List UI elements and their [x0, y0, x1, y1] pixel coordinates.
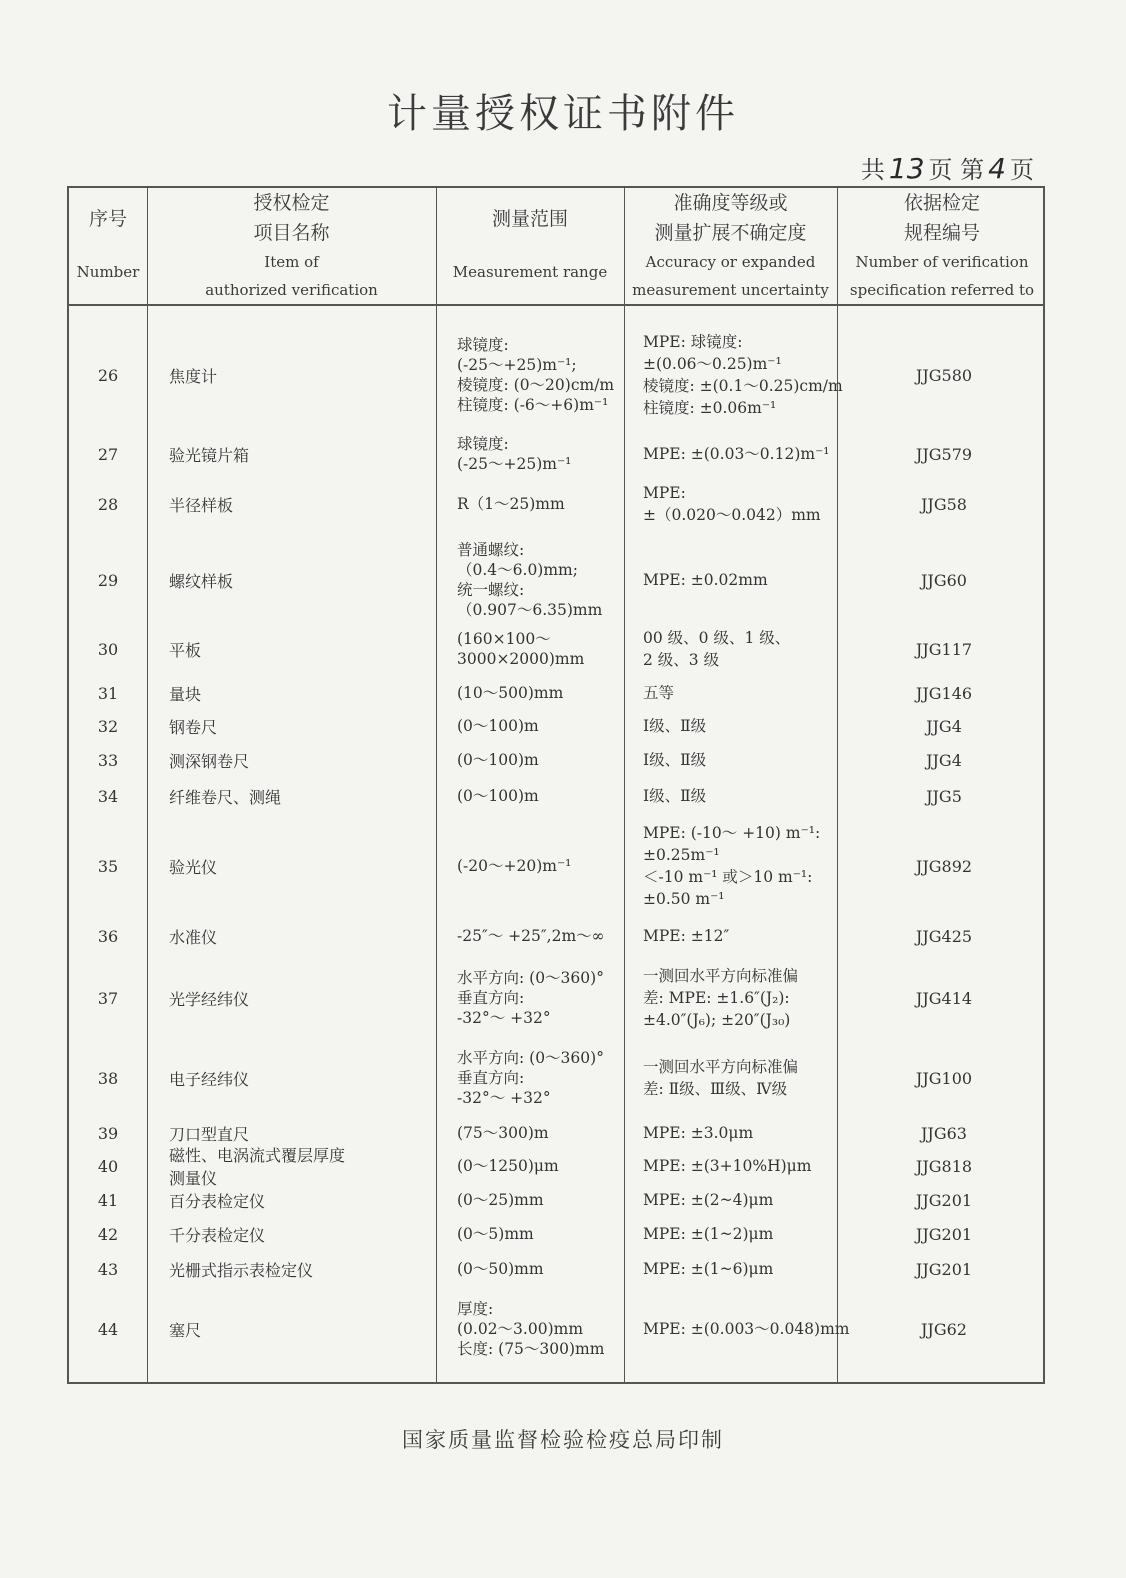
accuracy-line: MPE: ±(1~2)μm — [643, 1225, 774, 1243]
page-prefix: 共 — [860, 156, 885, 184]
row-measurement-range — [457, 1040, 637, 1116]
range-line: (0～100)m — [457, 751, 539, 769]
range-line: (-25～+25)m⁻¹; — [457, 356, 577, 374]
row-item-name: 纤维卷尺、测绳 — [169, 787, 282, 807]
accuracy-line: ±（0.020～0.042）mm — [643, 506, 821, 524]
accuracy-line: ±0.50 m⁻¹ — [643, 890, 725, 908]
accuracy-line: MPE: ±(0.03～0.12)m⁻¹ — [643, 445, 830, 463]
row-accuracy — [643, 960, 839, 1036]
accuracy-line: MPE: ±(0.003～0.048)mm — [643, 1320, 850, 1338]
row-accuracy — [643, 624, 839, 674]
row-measurement-range — [457, 1252, 637, 1286]
accuracy-line: 2 级、3 级 — [643, 651, 720, 669]
table-row — [69, 1184, 1047, 1216]
row-item-name: 光学经纬仪 — [169, 989, 250, 1009]
row-accuracy — [643, 678, 839, 708]
accuracy-line: 柱镜度: ±0.06m⁻¹ — [643, 399, 777, 417]
table-row — [69, 476, 1047, 532]
row-item-name: 螺纹样板 — [169, 571, 234, 591]
row-spec-code: JJG60 — [921, 570, 967, 590]
row-measurement-range — [457, 538, 637, 622]
accuracy-line: ＜-10 m⁻¹ 或＞10 m⁻¹: — [643, 868, 813, 886]
row-number: 33 — [97, 750, 119, 770]
row-item-name: 平板 — [169, 640, 202, 660]
table-row — [69, 1040, 1047, 1116]
row-accuracy — [643, 434, 839, 474]
row-number: 38 — [97, 1068, 119, 1088]
printer-footer: 国家质量监督检验检疫总局印制 — [402, 1428, 724, 1452]
accuracy-line: ±4.0″(J₆); ±20″(J₃₀) — [643, 1011, 791, 1029]
row-accuracy — [643, 538, 839, 622]
row-number: 39 — [97, 1123, 119, 1143]
range-line: -32°～ +32° — [457, 1089, 551, 1107]
range-line: 长度: (75～300)mm — [457, 1340, 605, 1358]
row-item-name: 刀口型直尺 — [169, 1124, 250, 1144]
accuracy-line: MPE: 球镜度: — [643, 333, 743, 351]
range-line: （0.907～6.35)mm — [457, 601, 603, 619]
row-number: 31 — [97, 683, 119, 703]
range-line: 柱镜度: (-6～+6)m⁻¹ — [457, 396, 609, 414]
header-range: 测量范围 Measurement range — [452, 208, 608, 281]
row-number: 26 — [97, 365, 119, 385]
row-accuracy — [643, 1040, 839, 1116]
row-accuracy — [643, 1218, 839, 1250]
header-spec: 依据检定 规程编号 Number of verification specification referred to — [849, 192, 1035, 299]
range-line: 水平方向: (0～360)° — [457, 1049, 604, 1067]
row-measurement-range — [457, 778, 637, 814]
row-item-name: 百分表检定仪 — [169, 1191, 266, 1211]
accuracy-line: MPE: (-10～ +10) m⁻¹: — [643, 824, 821, 842]
row-measurement-range — [457, 476, 637, 532]
accuracy-line: MPE: ±0.02mm — [643, 571, 768, 589]
range-line: -32°～ +32° — [457, 1009, 551, 1027]
range-line: (0～50)mm — [457, 1260, 544, 1278]
range-line: (75～300)m — [457, 1124, 549, 1142]
row-item-name: 光栅式指示表检定仪 — [169, 1260, 314, 1280]
range-line: 垂直方向: — [457, 1069, 525, 1087]
row-measurement-range — [457, 678, 637, 708]
row-measurement-range — [457, 1218, 637, 1250]
accuracy-line: ±0.25m⁻¹ — [643, 846, 720, 864]
accuracy-line: MPE: ±(3+10%H)μm — [643, 1157, 812, 1175]
row-measurement-range — [457, 1288, 637, 1370]
row-spec-code: JJG4 — [926, 716, 962, 736]
row-spec-code: JJG201 — [915, 1259, 973, 1279]
accuracy-line: 00 级、0 级、1 级、 — [643, 629, 791, 647]
row-number: 27 — [97, 444, 119, 464]
row-accuracy — [643, 1288, 850, 1370]
range-line: (160×100～ — [457, 630, 551, 648]
certificate-title: 计量授权证书附件 — [387, 91, 739, 137]
table-row — [69, 624, 1047, 674]
table-row — [69, 744, 1047, 776]
table-row — [69, 1146, 1047, 1188]
accuracy-line: MPE: ±(1~6)μm — [643, 1260, 774, 1278]
page-current: 4 — [988, 152, 1006, 185]
table-row — [69, 918, 1047, 954]
row-measurement-range — [457, 316, 637, 434]
row-measurement-range — [457, 1118, 637, 1148]
row-number: 36 — [97, 926, 119, 946]
row-number: 41 — [97, 1190, 119, 1210]
range-line: (0～5)mm — [457, 1225, 534, 1243]
page-suffix: 页 — [1010, 156, 1034, 184]
row-spec-code: JJG5 — [926, 786, 962, 806]
row-measurement-range — [457, 818, 637, 914]
row-spec-code: JJG58 — [921, 494, 967, 514]
row-item-name: 半径样板 — [169, 495, 234, 515]
range-line: (0～100)m — [457, 717, 539, 735]
row-spec-code: JJG579 — [915, 444, 973, 464]
table-row — [69, 1218, 1047, 1250]
accuracy-line: ±(0.06～0.25)m⁻¹ — [643, 355, 782, 373]
row-number: 42 — [97, 1224, 119, 1244]
row-item-name: 千分表检定仪 — [169, 1225, 266, 1245]
accuracy-line: 棱镜度: ±(0.1～0.25)cm/m — [643, 377, 843, 395]
range-line: 3000×2000)mm — [457, 650, 585, 668]
accuracy-line: 差: Ⅱ级、Ⅲ级、Ⅳ级 — [643, 1080, 788, 1098]
accuracy-line: Ⅰ级、Ⅱ级 — [643, 787, 707, 805]
range-line: (10～500)mm — [457, 684, 564, 702]
row-item-name: 钢卷尺 — [169, 717, 218, 737]
row-number: 35 — [97, 856, 119, 876]
row-accuracy — [643, 476, 839, 532]
range-line: R（1～25)mm — [457, 495, 565, 513]
range-line: (-20～+20)m⁻¹ — [457, 857, 572, 875]
range-line: 球镜度: — [457, 435, 509, 453]
row-number: 40 — [97, 1156, 119, 1176]
row-item-name: 塞尺 — [169, 1320, 202, 1340]
row-accuracy — [643, 744, 839, 776]
range-line: 厚度: — [457, 1300, 494, 1318]
range-line: 棱镜度: (0～20)cm/m — [457, 376, 615, 394]
row-measurement-range — [457, 960, 637, 1036]
range-line: 普通螺纹: — [457, 541, 525, 559]
row-spec-code: JJG425 — [915, 926, 973, 946]
table-row — [69, 678, 1047, 708]
header-divider — [69, 304, 1043, 306]
header-accuracy: 准确度等级或 测量扩展不确定度 Accuracy or expanded measurement uncertainty — [632, 192, 829, 299]
header-number: 序号 Number — [76, 208, 140, 281]
accuracy-line: MPE: ±3.0μm — [643, 1124, 754, 1142]
range-line: (0.02～3.00)mm — [457, 1320, 584, 1338]
row-measurement-range — [457, 744, 637, 776]
row-spec-code: JJG580 — [915, 365, 973, 385]
row-accuracy — [643, 778, 839, 814]
row-spec-code: JJG4 — [926, 750, 962, 770]
accuracy-line: 差: MPE: ±1.6″(J₂): — [643, 989, 790, 1007]
row-measurement-range — [457, 710, 637, 742]
table-row — [69, 1288, 1047, 1370]
row-item-name: 量块 — [169, 684, 202, 704]
row-item-name: 验光仪 — [169, 857, 218, 877]
header-item: 授权检定 项目名称 Item of authorized verification — [205, 192, 378, 299]
row-spec-code: JJG414 — [915, 988, 973, 1008]
page-mid: 页 第 — [928, 156, 985, 184]
table-row — [69, 434, 1047, 474]
row-number: 37 — [97, 988, 119, 1008]
row-measurement-range — [457, 1150, 637, 1182]
row-spec-code: JJG62 — [921, 1319, 967, 1339]
row-spec-code: JJG892 — [915, 856, 973, 876]
row-spec-code: JJG100 — [915, 1068, 973, 1088]
range-line: (0～100)m — [457, 787, 539, 805]
row-spec-code: JJG818 — [915, 1156, 973, 1176]
row-accuracy — [643, 818, 839, 914]
table-row — [69, 960, 1047, 1036]
row-spec-code: JJG117 — [915, 639, 973, 659]
row-item-name: 验光镜片箱 — [169, 445, 250, 465]
table-row — [69, 710, 1047, 742]
row-item-name: 水准仪 — [169, 927, 218, 947]
range-line: 水平方向: (0～360)° — [457, 969, 604, 987]
row-item-name: 电子经纬仪 — [169, 1069, 250, 1089]
accuracy-line: 五等 — [643, 684, 675, 702]
range-line: -25″～ +25″,2m～∞ — [457, 927, 605, 945]
row-accuracy — [643, 918, 839, 954]
row-number: 28 — [97, 494, 119, 514]
range-line: 统一螺纹: — [457, 581, 525, 599]
range-line: 垂直方向: — [457, 989, 525, 1007]
range-line: (0～25)mm — [457, 1191, 544, 1209]
accuracy-line: 一测回水平方向标准偏 — [643, 967, 799, 985]
table-row — [69, 1252, 1047, 1286]
row-number: 43 — [97, 1259, 119, 1279]
row-measurement-range — [457, 434, 637, 474]
row-item-name: 测深钢卷尺 — [169, 751, 250, 771]
row-item-name: 焦度计 — [169, 366, 218, 386]
range-line: (0～1250)μm — [457, 1157, 559, 1175]
row-measurement-range — [457, 624, 637, 674]
page-total: 13 — [888, 152, 925, 185]
table-row — [69, 818, 1047, 914]
accuracy-line: MPE: — [643, 484, 686, 502]
accuracy-line: 一测回水平方向标准偏 — [643, 1058, 799, 1076]
table-row — [69, 778, 1047, 814]
table-row — [69, 316, 1047, 434]
page-indicator — [861, 150, 1034, 185]
row-measurement-range — [457, 1184, 637, 1216]
row-accuracy — [643, 1184, 839, 1216]
accuracy-line: Ⅰ级、Ⅱ级 — [643, 751, 707, 769]
row-spec-code: JJG201 — [915, 1190, 973, 1210]
accuracy-line: MPE: ±12″ — [643, 927, 730, 945]
row-item-name: 磁性、电涡流式覆层厚度测量仪 — [169, 1146, 346, 1188]
row-accuracy — [643, 1252, 839, 1286]
range-line: (-25～+25)m⁻¹ — [457, 455, 572, 473]
row-number: 44 — [97, 1319, 119, 1339]
range-line: （0.4～6.0)mm; — [457, 561, 578, 579]
table-row — [69, 538, 1047, 622]
accuracy-line: Ⅰ级、Ⅱ级 — [643, 717, 707, 735]
row-accuracy — [643, 710, 839, 742]
row-accuracy — [643, 1118, 839, 1148]
accuracy-line: MPE: ±(2~4)μm — [643, 1191, 774, 1209]
row-measurement-range — [457, 918, 637, 954]
authorization-table — [67, 186, 1045, 1384]
row-number: 29 — [97, 570, 119, 590]
range-line: 球镜度: — [457, 336, 509, 354]
row-spec-code: JJG146 — [915, 683, 973, 703]
row-number: 34 — [97, 786, 119, 806]
row-number: 32 — [97, 716, 119, 736]
row-spec-code: JJG201 — [915, 1224, 973, 1244]
row-accuracy — [643, 316, 843, 434]
row-spec-code: JJG63 — [921, 1123, 967, 1143]
row-number: 30 — [97, 639, 119, 659]
row-accuracy — [643, 1150, 839, 1182]
